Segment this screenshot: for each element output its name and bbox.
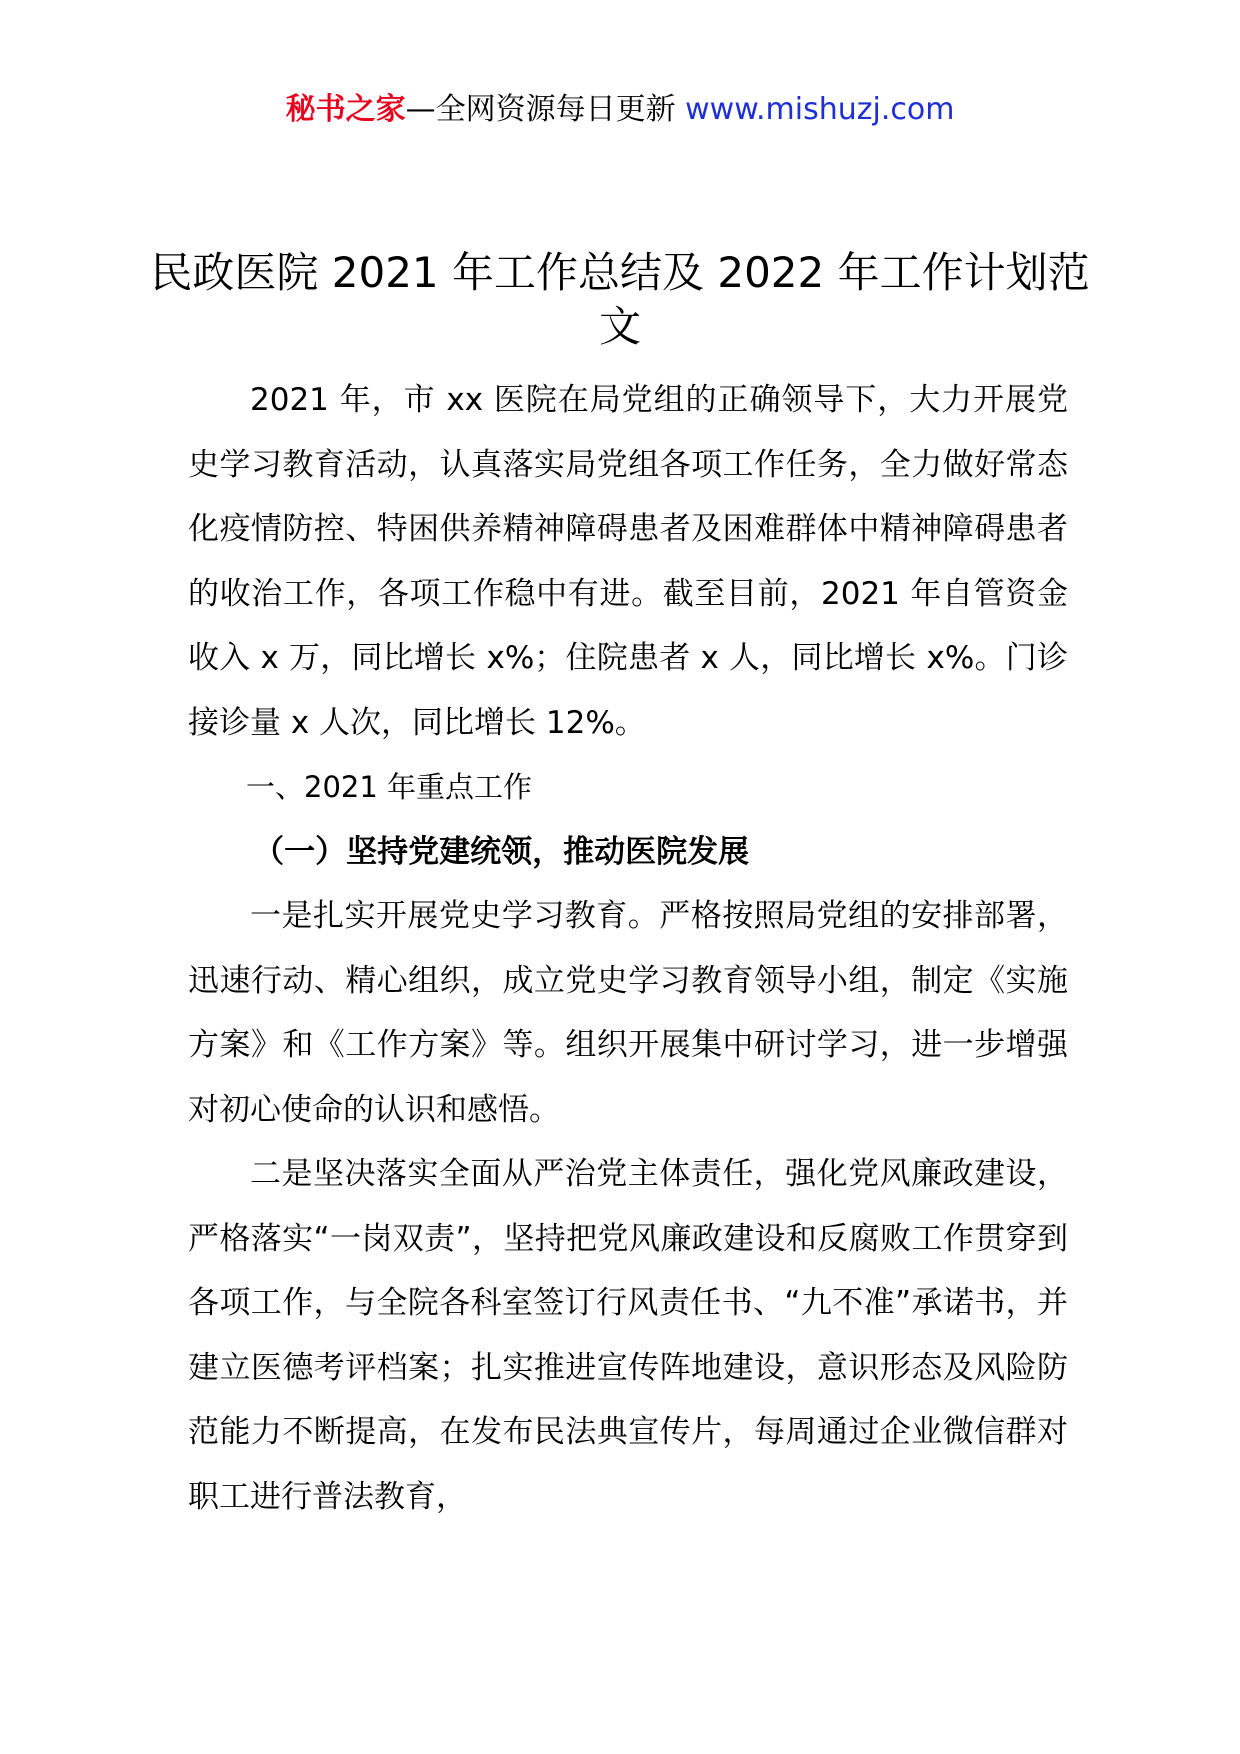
brand-name: 秘书之家	[285, 92, 406, 127]
body-paragraph: 二是坚决落实全面从严治党主体责任，强化党风廉政建设，严格落实“一岗双责”，坚持把党风廉政建设和反腐败工作贯穿到各项工作，与全院各科室签订行风责任书、“九不准”承诺书，并建立医德考评档案；扎实推进宣传阵地建设，意识形态及风险防范能力不断提高，在发布民法典宣传片，每周通过企业微信群对职工进行普法教育，	[188, 1156, 1068, 1515]
body-paragraph: 一是扎实开展党史学习教育。严格按照局党组的安排部署，迅速行动、精心组织，成立党史学习教育领导小组，制定《实施方案》和《工作方案》等。组织开展集中研讨学习，进一步增强对初心使命的认识和感悟。	[188, 898, 1068, 1128]
header-tagline: —全网资源每日更新	[405, 92, 686, 127]
section-heading-1: 一、2021 年重点工作	[246, 770, 533, 804]
document-title: 民政医院 2021 年工作总结及 2022 年工作计划范文	[150, 248, 1090, 351]
subsection-heading-1: （一）坚持党建统领，推动医院发展	[253, 833, 750, 870]
intro-paragraph: 2021 年，市 xx 医院在局党组的正确领导下，大力开展党史学习教育活动，认真落实局党组各项工作任务，全力做好常态化疫情防控、特困供养精神障碍患者及困难群体中精神障碍患者的收治工作，各项工作稳中有进。截至目前，2021 年自管资金收入 x 万，同比增长 x%；住院患者 x 人，同比增长 x%。门诊接诊量 x 人次，同比增长 12%。	[188, 382, 1068, 741]
site-header	[0, 88, 1240, 132]
site-url-link[interactable]: www.mishuzj.com	[685, 92, 955, 127]
document-body	[188, 368, 1068, 1529]
